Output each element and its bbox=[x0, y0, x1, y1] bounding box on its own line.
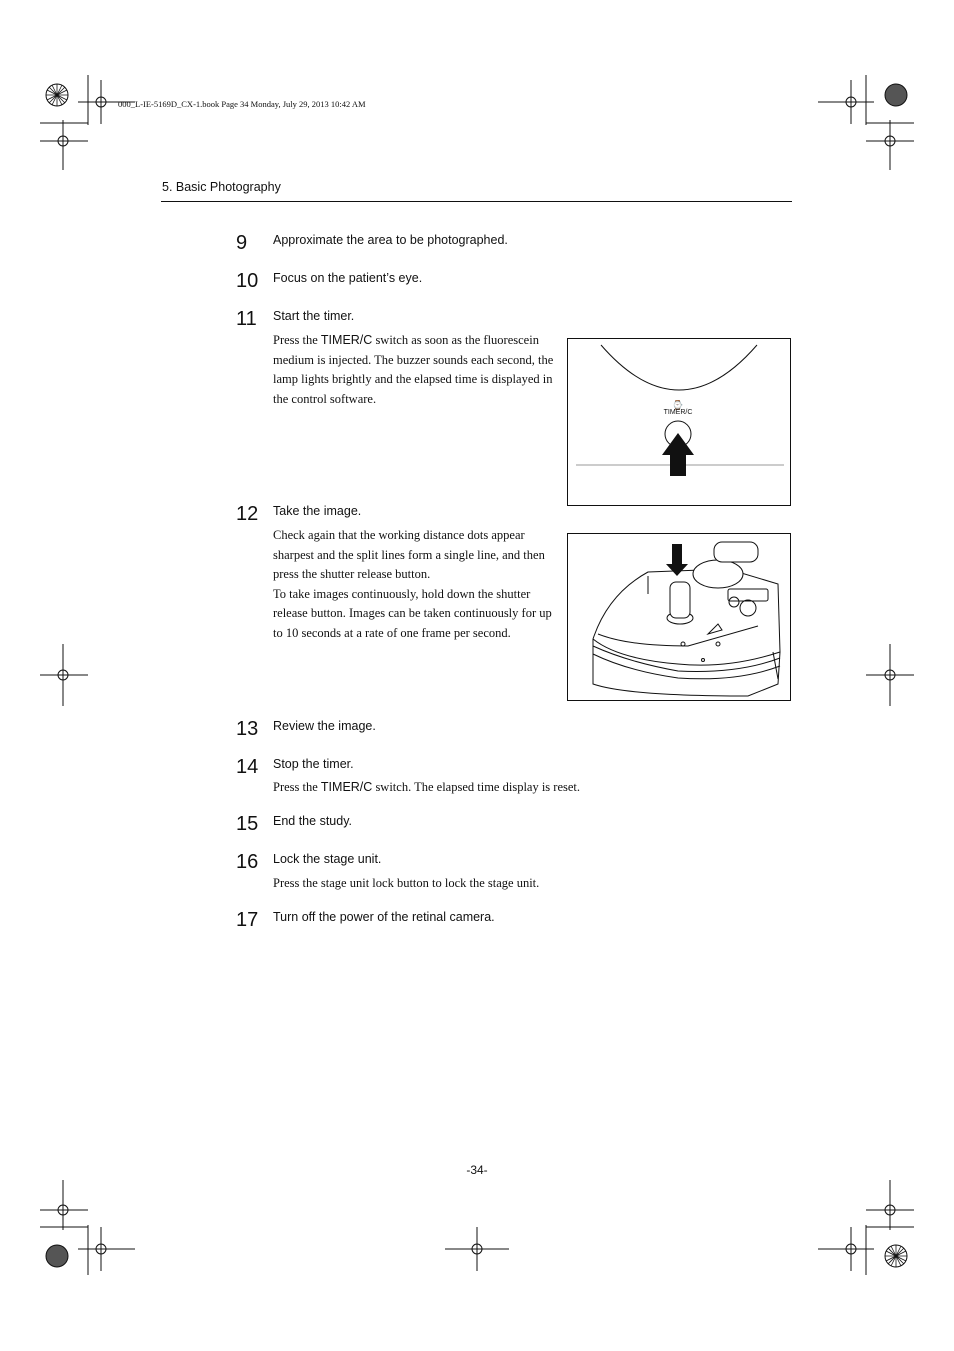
step-body-11: Press the TIMER/C switch as soon as the fluorescein medium is injected. The buzzer sounds each second, the lamp lights brightly and the elapsed time is displayed in the control software. bbox=[273, 333, 554, 406]
step-number-15: 15 bbox=[236, 813, 259, 835]
step-heading-12: Take the image. bbox=[273, 504, 362, 518]
step-number-13: 13 bbox=[236, 718, 259, 740]
step-body-14: Press the TIMER/C switch. The elapsed time display is reset. bbox=[273, 780, 581, 794]
step-heading-13: Review the image. bbox=[273, 719, 376, 733]
step-number-16: 16 bbox=[236, 851, 259, 873]
timer-switch-illustration bbox=[568, 339, 790, 505]
timer-switch-label: TIMER/C bbox=[663, 409, 693, 416]
step-heading-11: Start the timer. bbox=[273, 309, 355, 323]
section-title: 5. Basic Photography bbox=[162, 180, 281, 194]
step-number-12: 12 bbox=[236, 503, 259, 525]
timer-switch-name: TIMER/C bbox=[320, 333, 373, 347]
step-number-14: 14 bbox=[236, 756, 259, 778]
step-body-16: Press the stage unit lock button to lock the stage unit. bbox=[273, 876, 540, 890]
step-heading-15: End the study. bbox=[273, 814, 352, 828]
timer-switch-figure bbox=[567, 338, 791, 506]
svg-text:⌚: ⌚ bbox=[672, 400, 684, 410]
shutter-release-figure bbox=[567, 533, 791, 701]
step-number-11: 11 bbox=[236, 308, 257, 330]
step-heading-17: Turn off the power of the retinal camera. bbox=[273, 910, 495, 924]
step-heading-9: Approximate the area to be photographed. bbox=[273, 233, 508, 247]
print-slug: 000_L-IE-5169D_CX-1.book Page 34 Monday, July 29, 2013 10:42 AM bbox=[118, 99, 366, 109]
timer-switch-name-2: TIMER/C bbox=[320, 780, 373, 794]
step-number-9: 9 bbox=[236, 232, 248, 254]
step-number-10: 10 bbox=[236, 270, 259, 292]
header-rule bbox=[161, 201, 792, 202]
step-body-12: Check again that the working distance dots appear sharpest and the split lines form a single line, and then press the shutter release button. To take images continuously, hold down the shutter release button. Images can be taken continuously for up to 10 seconds at a rate of one frame per second. bbox=[273, 528, 552, 640]
camera-base-illustration bbox=[568, 534, 790, 700]
step-number-17: 17 bbox=[236, 909, 259, 931]
step-heading-14: Stop the timer. bbox=[273, 757, 354, 771]
step-heading-10: Focus on the patient’s eye. bbox=[273, 271, 423, 285]
page-number: -34- bbox=[466, 1163, 488, 1177]
step-heading-16: Lock the stage unit. bbox=[273, 852, 382, 866]
